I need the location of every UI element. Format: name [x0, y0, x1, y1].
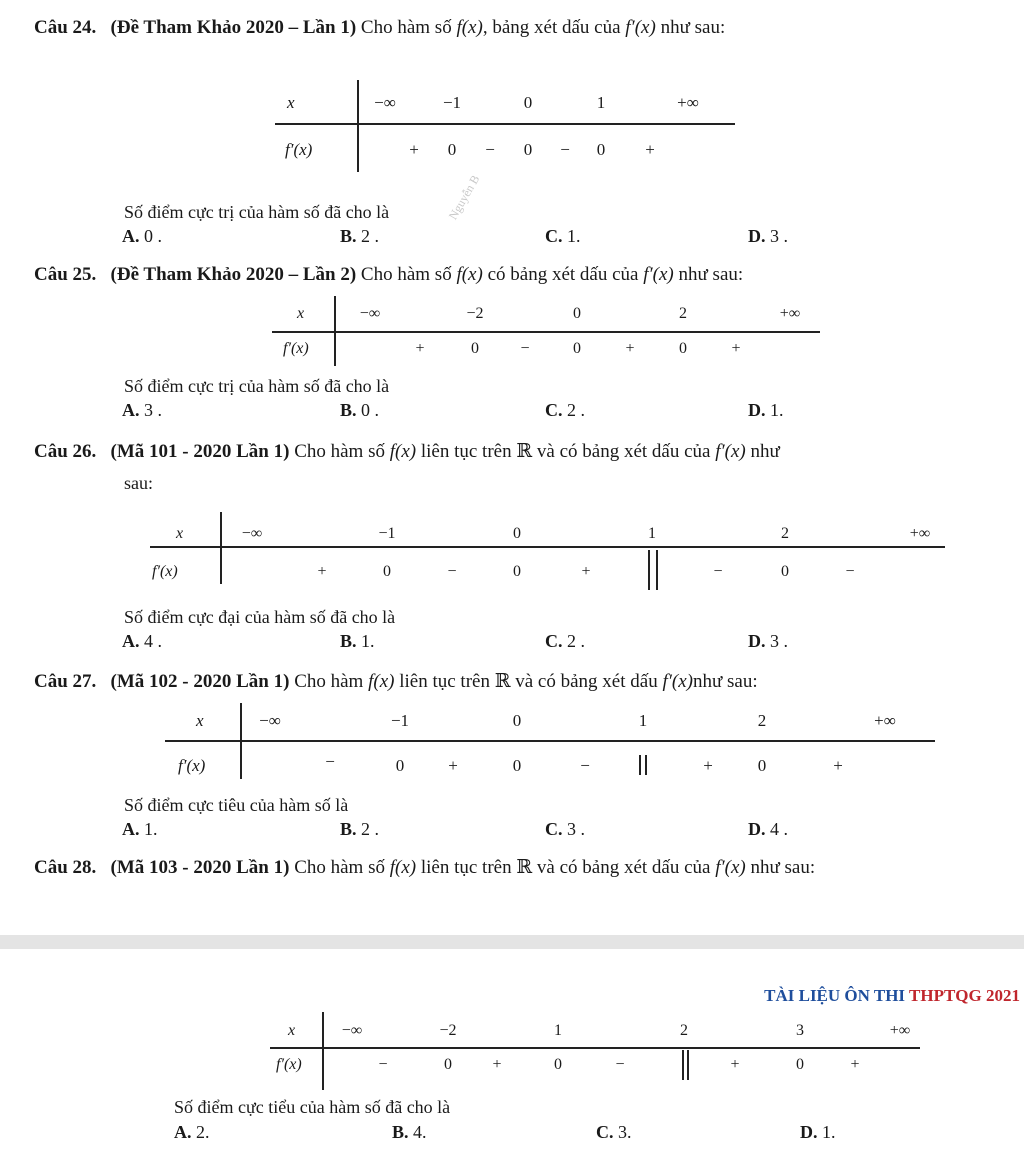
option-value: 2 . — [567, 631, 585, 651]
sign: 0 — [757, 756, 767, 775]
sign: − — [560, 140, 570, 159]
option-value: 1. — [567, 226, 581, 246]
question-stem: Cho hàm — [294, 671, 364, 692]
derivative-symbol: f′(x) — [662, 671, 693, 692]
x-value: +∞ — [874, 711, 896, 730]
question-source: (Đề Tham Khảo 2020 – Lần 1) — [110, 17, 357, 38]
option-letter: A. — [122, 400, 140, 420]
x-value: 2 — [680, 1022, 688, 1039]
x-value: −∞ — [374, 93, 396, 112]
sign: − — [485, 140, 495, 159]
option-d[interactable] — [800, 1121, 836, 1143]
question-stem: Cho hàm số — [294, 441, 385, 462]
sign: 0 — [444, 1056, 452, 1073]
option-letter: A. — [122, 819, 140, 839]
function-symbol: f(x) — [456, 264, 483, 285]
question-source: (Mã 101 - 2020 Lần 1) — [110, 441, 290, 462]
option-letter: B. — [392, 1122, 409, 1142]
option-letter: A. — [174, 1122, 192, 1142]
question-stem: như — [750, 441, 780, 462]
undefined-marker — [648, 550, 658, 590]
option-b[interactable] — [340, 225, 379, 247]
x-value: 0 — [513, 525, 521, 542]
derivative-symbol: f′(x) — [715, 857, 746, 878]
option-d[interactable] — [748, 399, 784, 421]
x-value: +∞ — [677, 93, 699, 112]
sign: + — [492, 1056, 502, 1073]
question-number: Câu 26. — [34, 441, 97, 462]
option-value: 2 . — [361, 819, 380, 839]
sign: 0 — [796, 1056, 804, 1073]
question-stem: như sau: — [660, 17, 726, 38]
sign: + — [731, 340, 741, 357]
option-value: 3 . — [567, 819, 585, 839]
derivative-symbol: f′(x) — [643, 264, 674, 285]
question-prompt: Số điểm cực trị của hàm số đã cho là — [124, 376, 390, 396]
question-27-header — [34, 671, 758, 693]
page-break — [0, 935, 1024, 949]
derivative-label: f′(x) — [152, 563, 178, 580]
x-value: −1 — [442, 93, 462, 112]
function-symbol: f(x) — [389, 441, 417, 462]
sign: 0 — [395, 756, 405, 775]
x-value: −1 — [378, 525, 396, 542]
x-value: −∞ — [341, 1022, 363, 1039]
x-value: +∞ — [889, 1022, 911, 1039]
option-letter: B. — [340, 226, 357, 246]
question-number: Câu 24. — [34, 17, 97, 38]
function-symbol: f(x) — [368, 671, 395, 692]
x-value: +∞ — [779, 305, 801, 322]
x-label: x — [288, 1022, 296, 1039]
undefined-marker — [639, 755, 647, 775]
derivative-label: f′(x) — [178, 756, 206, 775]
sign: + — [625, 340, 635, 357]
option-a[interactable] — [122, 818, 158, 840]
option-a[interactable] — [174, 1121, 210, 1143]
sign: 0 — [512, 756, 522, 775]
sign: − — [520, 340, 530, 357]
x-value: 2 — [679, 305, 687, 322]
sign: − — [325, 752, 335, 771]
sign: + — [645, 140, 655, 159]
x-value: 1 — [596, 93, 606, 112]
option-letter: C. — [545, 631, 563, 651]
option-letter: C. — [545, 400, 563, 420]
x-value: 1 — [554, 1022, 562, 1039]
function-symbol: f(x) — [456, 17, 483, 38]
option-value: 0 . — [144, 226, 162, 246]
option-value: 3. — [618, 1122, 632, 1142]
sign: + — [581, 563, 591, 580]
question-stem: liên tục trên ℝ và có bảng xét dấu của — [420, 857, 711, 878]
sign: 0 — [596, 140, 606, 159]
x-value: 2 — [781, 525, 789, 542]
sign: 0 — [554, 1056, 562, 1073]
x-label: x — [196, 711, 204, 730]
option-letter: D. — [748, 400, 766, 420]
table-divider — [272, 331, 820, 333]
option-letter: B. — [340, 631, 357, 651]
title-blue: TÀI LIỆU ÔN THI — [764, 986, 906, 1005]
table-divider — [270, 1047, 920, 1049]
sign: − — [580, 756, 590, 775]
x-value: 0 — [573, 305, 581, 322]
sign: 0 — [679, 340, 687, 357]
question-prompt: Số điểm cực tiêu của hàm số là — [124, 795, 349, 815]
watermark: Nguyễn B — [445, 172, 483, 222]
option-letter: A. — [122, 631, 140, 651]
question-stem: , bảng xét dấu của — [482, 17, 621, 38]
table-divider — [220, 512, 222, 584]
question-prompt: Số điểm cực tiểu của hàm số đã cho là — [174, 1097, 451, 1117]
option-value: 4. — [413, 1122, 427, 1142]
option-letter: D. — [748, 631, 766, 651]
sign: − — [615, 1056, 625, 1073]
x-value: −1 — [390, 711, 410, 730]
option-b[interactable] — [340, 630, 375, 652]
sign: + — [850, 1056, 860, 1073]
option-letter: D. — [748, 819, 766, 839]
sign: 0 — [383, 563, 391, 580]
question-stem: liên tục trên ℝ và có bảng xét dấu — [399, 671, 658, 692]
table-divider — [322, 1012, 324, 1090]
option-d[interactable] — [748, 630, 788, 652]
title-red: THPTQG 2021 — [909, 986, 1020, 1005]
question-stem: như sau: — [692, 671, 758, 692]
option-letter: B. — [340, 400, 357, 420]
option-value: 2 . — [361, 226, 380, 246]
table-divider — [357, 80, 359, 172]
option-value: 1. — [770, 400, 784, 420]
sign: − — [447, 563, 457, 580]
option-a[interactable] — [122, 630, 162, 652]
table-divider — [334, 296, 336, 366]
sign: + — [415, 340, 425, 357]
option-letter: B. — [340, 819, 357, 839]
table-divider — [240, 703, 242, 779]
x-value: +∞ — [909, 525, 931, 542]
x-value: −∞ — [259, 711, 281, 730]
option-letter: C. — [596, 1122, 614, 1142]
question-stem: liên tục trên ℝ và có bảng xét dấu của — [420, 441, 711, 462]
x-value: −2 — [439, 1022, 457, 1039]
x-value: −2 — [466, 305, 484, 322]
question-prompt: Số điểm cực đại của hàm số đã cho là — [124, 607, 396, 627]
question-28-header — [34, 857, 815, 879]
option-a[interactable] — [122, 399, 162, 421]
question-stem-continued: sau: — [124, 473, 153, 493]
sign: − — [378, 1056, 388, 1073]
x-label: x — [297, 305, 305, 322]
question-source: (Mã 102 - 2020 Lần 1) — [110, 671, 290, 692]
sign: 0 — [523, 140, 533, 159]
sign: + — [409, 140, 419, 159]
option-letter: C. — [545, 226, 563, 246]
question-stem: Cho hàm số — [360, 264, 452, 285]
table-divider — [275, 123, 735, 125]
document-header-title — [764, 986, 1020, 1006]
option-c[interactable] — [545, 630, 585, 652]
option-letter: A. — [122, 226, 140, 246]
x-value: 1 — [638, 711, 648, 730]
option-c[interactable] — [545, 399, 585, 421]
sign: + — [730, 1056, 740, 1073]
derivative-label: f′(x) — [285, 140, 313, 159]
sign: − — [845, 563, 855, 580]
table-divider — [165, 740, 935, 742]
question-number: Câu 27. — [34, 671, 97, 692]
option-value: 1. — [361, 631, 375, 651]
option-c[interactable] — [545, 818, 585, 840]
option-d[interactable] — [748, 818, 788, 840]
sign: 0 — [447, 140, 457, 159]
question-source: (Đề Tham Khảo 2020 – Lần 2) — [110, 264, 357, 285]
option-value: 2 . — [567, 400, 585, 420]
function-symbol: f(x) — [389, 857, 417, 878]
option-b[interactable] — [392, 1121, 427, 1143]
x-value: 2 — [757, 711, 767, 730]
option-value: 0 . — [361, 400, 380, 420]
x-label: x — [176, 525, 184, 542]
option-b[interactable] — [340, 818, 379, 840]
option-letter: D. — [800, 1122, 818, 1142]
option-value: 4 . — [770, 819, 788, 839]
sign: + — [317, 563, 327, 580]
question-26-header — [34, 441, 780, 463]
option-c[interactable] — [545, 225, 581, 247]
derivative-symbol: f′(x) — [625, 17, 656, 38]
derivative-label: f′(x) — [283, 340, 309, 357]
x-value: −∞ — [359, 305, 381, 322]
x-value: 0 — [512, 711, 522, 730]
sign: 0 — [471, 340, 479, 357]
table-divider — [150, 546, 945, 548]
option-c[interactable] — [596, 1121, 632, 1143]
question-stem: như sau: — [678, 264, 744, 285]
question-number: Câu 25. — [34, 264, 97, 285]
x-value: 1 — [648, 525, 656, 542]
question-24-header — [34, 17, 725, 39]
option-value: 3 . — [770, 631, 788, 651]
sign: 0 — [513, 563, 521, 580]
option-d[interactable] — [748, 225, 788, 247]
question-stem: Cho hàm số — [360, 17, 452, 38]
x-label: x — [287, 93, 295, 112]
option-a[interactable] — [122, 225, 162, 247]
sign: 0 — [573, 340, 581, 357]
option-value: 3 . — [770, 226, 788, 246]
question-number: Câu 28. — [34, 857, 97, 878]
undefined-marker — [682, 1050, 689, 1080]
sign: − — [713, 563, 723, 580]
x-value: −∞ — [241, 525, 263, 542]
question-stem: có bảng xét dấu của — [487, 264, 639, 285]
derivative-label: f′(x) — [276, 1056, 302, 1073]
option-value: 2. — [196, 1122, 210, 1142]
x-value: 3 — [796, 1022, 804, 1039]
sign: + — [448, 756, 458, 775]
option-value: 1. — [144, 819, 158, 839]
question-25-header — [34, 264, 743, 286]
question-stem: Cho hàm số — [294, 857, 385, 878]
sign: + — [703, 756, 713, 775]
option-b[interactable] — [340, 399, 379, 421]
question-prompt: Số điểm cực trị của hàm số đã cho là — [124, 202, 390, 222]
option-letter: C. — [545, 819, 563, 839]
derivative-symbol: f′(x) — [715, 441, 746, 462]
option-value: 1. — [822, 1122, 836, 1142]
option-letter: D. — [748, 226, 766, 246]
option-value: 3 . — [144, 400, 162, 420]
sign: 0 — [781, 563, 789, 580]
question-stem: như sau: — [750, 857, 816, 878]
option-value: 4 . — [144, 631, 162, 651]
sign: + — [833, 756, 843, 775]
x-value: 0 — [523, 93, 533, 112]
question-source: (Mã 103 - 2020 Lần 1) — [110, 857, 290, 878]
